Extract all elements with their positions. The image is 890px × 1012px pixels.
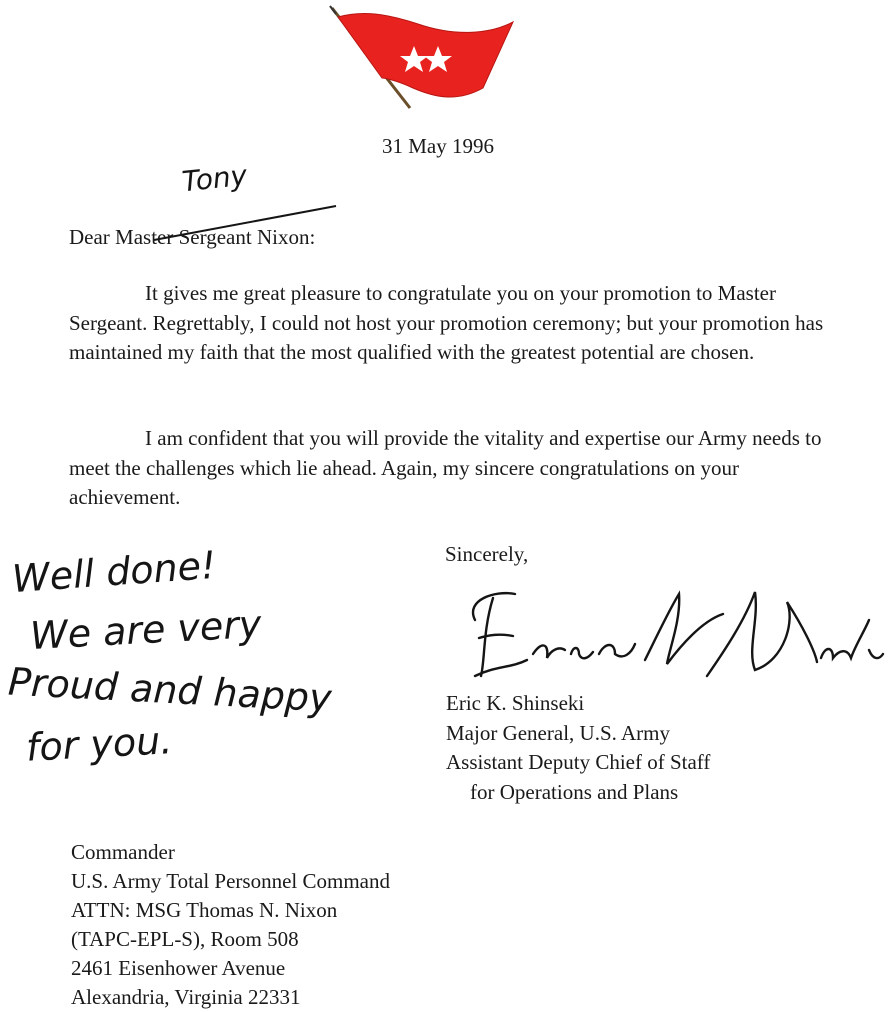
handwritten-note-line-1: Well done! xyxy=(10,542,218,602)
paragraph-2-text: I am confident that you will provide the vitality and expertise our Army needs to meet the challenges which lie ahead. Again, my sincere congratulations on your achievement. xyxy=(69,426,822,509)
signature-block xyxy=(446,689,710,807)
closing: Sincerely, xyxy=(445,542,529,566)
paragraph-2 xyxy=(69,424,829,513)
paragraph-1 xyxy=(69,279,829,368)
address-line-2: U.S. Army Total Personnel Command xyxy=(71,869,390,893)
recipient-address xyxy=(71,838,390,1012)
salutation: Dear Master Sergeant Nixon: xyxy=(69,225,316,249)
handwritten-note-line-4: for you. xyxy=(24,718,174,770)
address-line-5: 2461 Eisenhower Avenue xyxy=(71,956,286,980)
letter-date: 31 May 1996 xyxy=(382,134,494,158)
address-line-6: Alexandria, Virginia 22331 xyxy=(71,985,301,1009)
handwritten-name: Tony xyxy=(180,158,249,199)
handwritten-note-line-2: We are very xyxy=(29,601,263,659)
signer-rank: Major General, U.S. Army xyxy=(446,720,670,745)
handwritten-note xyxy=(7,542,412,800)
address-line-1: Commander xyxy=(71,840,175,864)
signer-title-line-2: for Operations and Plans xyxy=(470,779,679,804)
signature xyxy=(455,580,885,685)
signer-name: Eric K. Shinseki xyxy=(446,691,585,715)
general-officer-flag-icon xyxy=(318,0,518,120)
signer-title-line-1: Assistant Deputy Chief of Staff xyxy=(446,750,711,774)
address-line-4: (TAPC-EPL-S), Room 508 xyxy=(71,927,299,951)
handwritten-note-line-3: Proud and happy xyxy=(7,659,333,721)
paragraph-1-text: It gives me great pleasure to congratulate you on your promotion to Master Sergeant. Regrettably, I could not host your promotion ceremony; but your promotion has maintained my faith that the most qualified with the greatest potential are chosen. xyxy=(69,281,824,364)
address-line-3: ATTN: MSG Thomas N. Nixon xyxy=(71,898,338,922)
